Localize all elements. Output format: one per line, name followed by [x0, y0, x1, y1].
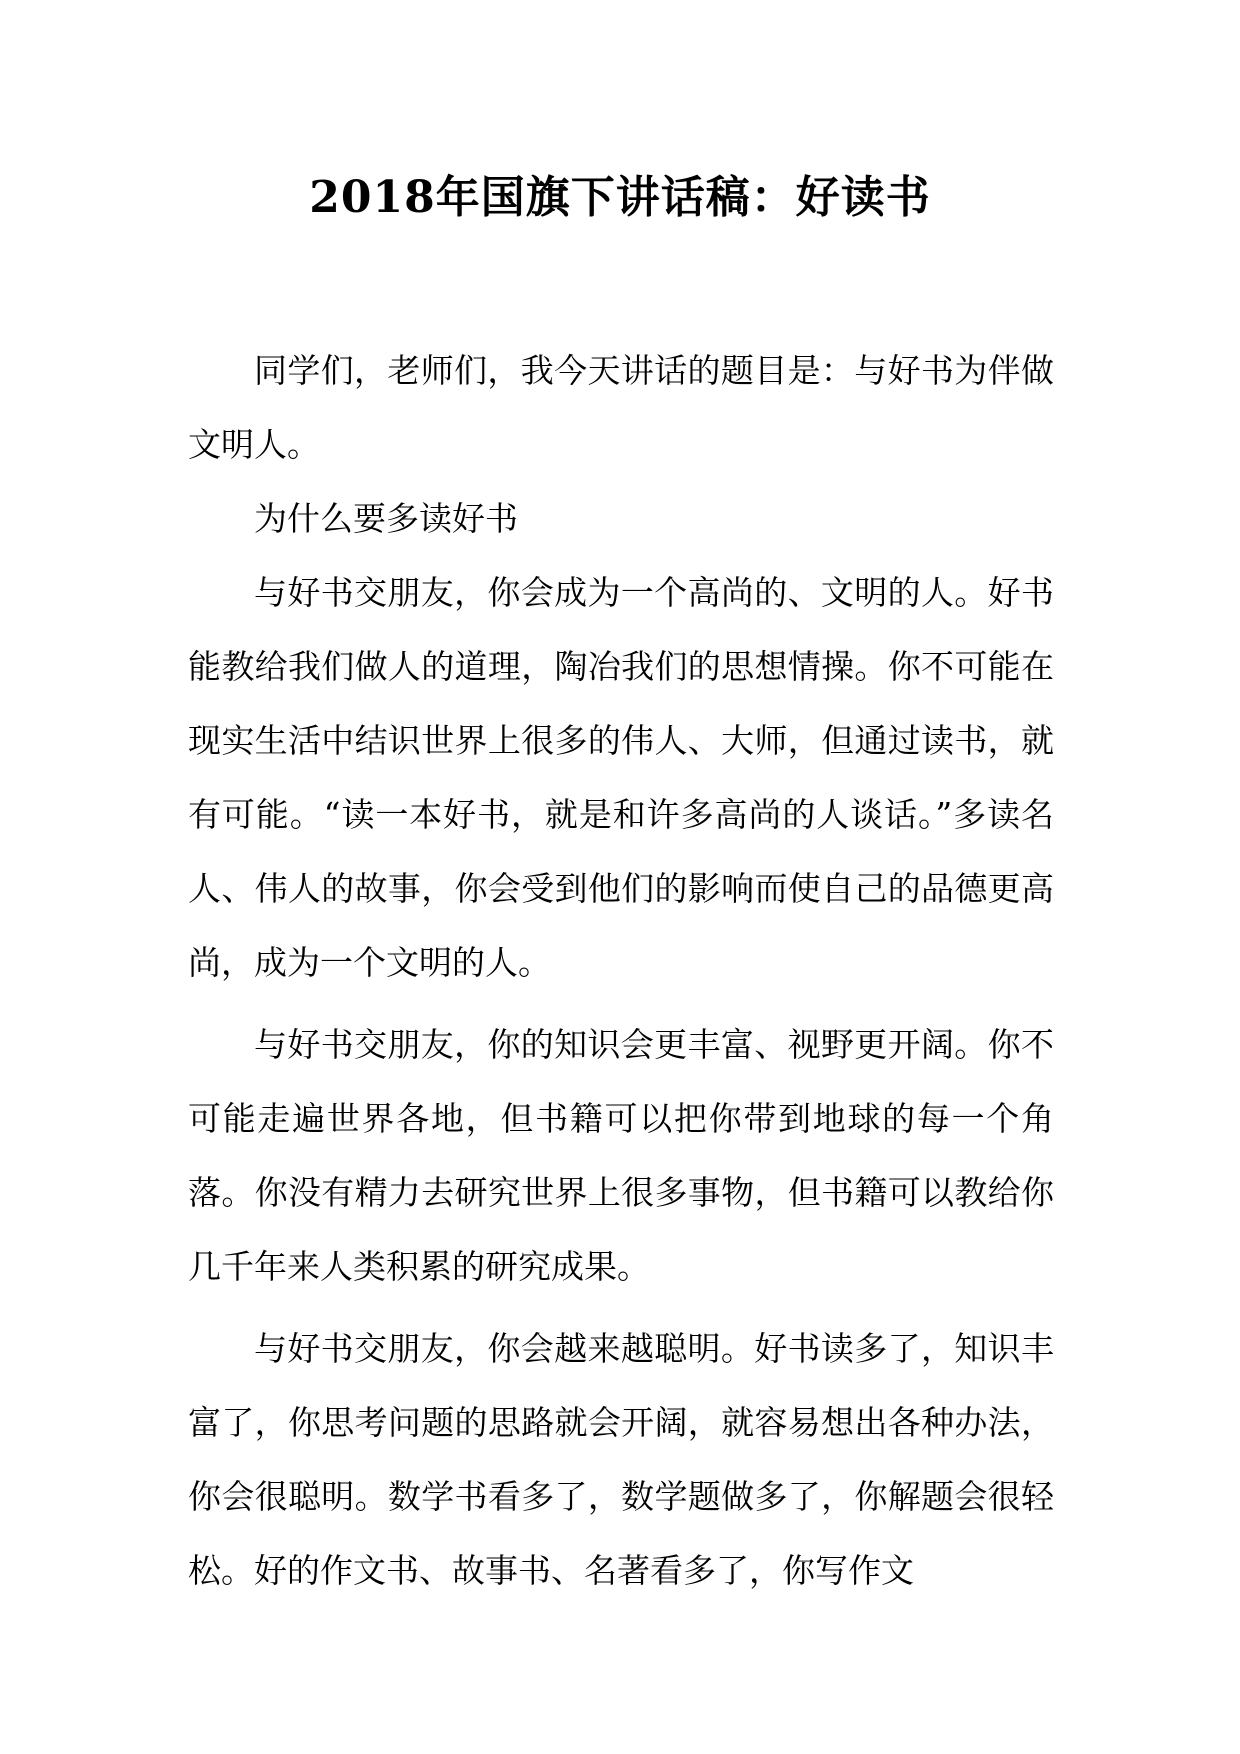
paragraph-smart: 与好书交朋友，你会越来越聪明。好书读多了，知识丰富了，你思考问题的思路就会开阔，就容易想出各种办法，你会很聪明。数学书看多了，数学题做多了，你解题会很轻松。好的作文书、故事书、名著看多了，你写作文	[188, 1329, 1054, 1590]
paragraph-intro: 同学们，老师们，我今天讲话的题目是：与好书为伴做文明人。	[188, 351, 1054, 464]
document-title: 2018年国旗下讲话稿：好读书	[309, 172, 931, 223]
paragraph-noble: 与好书交朋友，你会成为一个高尚的、文明的人。好书能教给我们做人的道理，陶冶我们的思想情操。你不可能在现实生活中结识世界上很多的伟人、大师，但通过读书，就有可能。“读一本好书，就是和许多高尚的人谈话。”多读名人、伟人的故事，你会受到他们的影响而使自己的品德更高尚，成为一个文明的人。	[188, 573, 1054, 982]
document-body	[188, 334, 1054, 1608]
section-heading: 为什么要多读好书	[254, 499, 518, 538]
paragraph-knowledge: 与好书交朋友，你的知识会更丰富、视野更开阔。你不可能走遍世界各地，但书籍可以把你带到地球的每一个角落。你没有精力去研究世界上很多事物，但书籍可以教给你几千年来人类积累的研究成果。	[188, 1025, 1054, 1286]
